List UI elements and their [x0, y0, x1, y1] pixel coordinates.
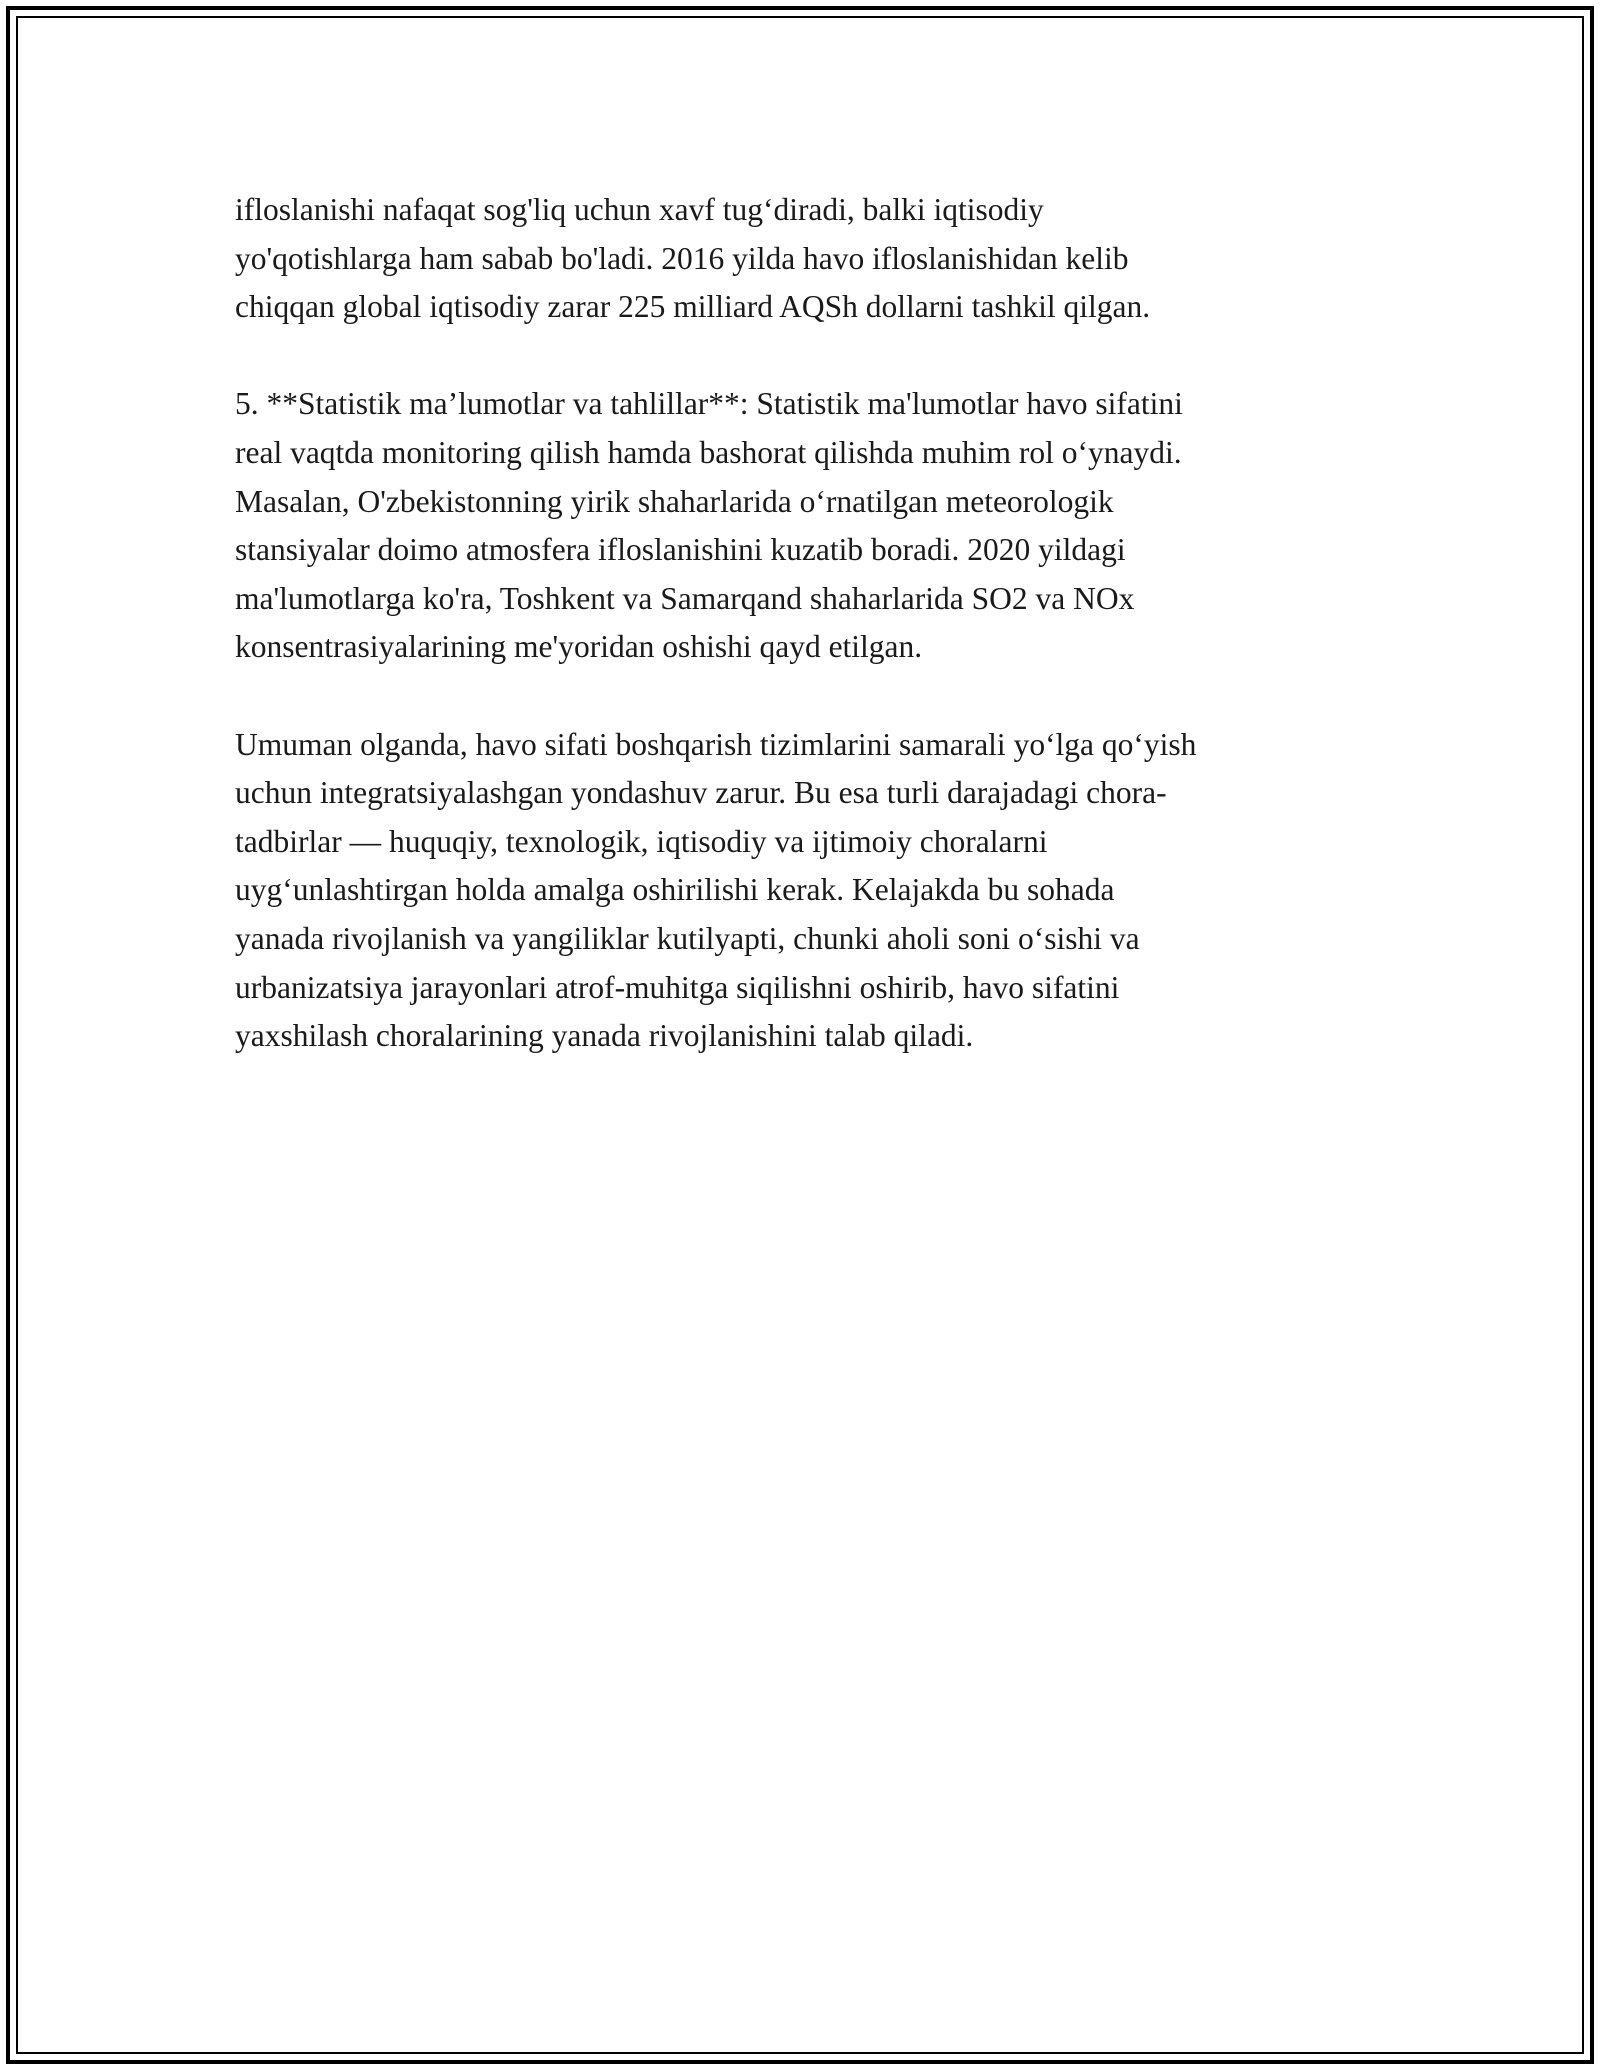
text-line: ma'lumotlarga ko'ra, Toshkent va Samarqand shaharlarida SO2 va NOx [235, 580, 1135, 616]
text-line: chiqqan global iqtisodiy zarar 225 milliard AQSh dollarni tashkil qilgan. [235, 289, 1151, 325]
paragraph-economic-damage [235, 186, 1375, 332]
text-line: yanada rivojlanish va yangiliklar kutilyapti, chunki aholi soni o‘sishi va [235, 920, 1140, 956]
text-line: uchun integratsiyalashgan yondashuv zarur. Bu esa turli darajadagi chora- [235, 775, 1167, 811]
text-line: yaxshilash choralarining yanada rivojlanishini talab qiladi. [235, 1018, 974, 1054]
text-line: uyg‘unlashtirgan holda amalga oshirilishi kerak. Kelajakda bu sohada [235, 872, 1115, 908]
paragraph-statistics [235, 380, 1375, 672]
text-line: stansiyalar doimo atmosfera ifloslanishini kuzatib boradi. 2020 yildagi [235, 532, 1126, 568]
text-line: Umuman olganda, havo sifati boshqarish tizimlarini samarali yo‘lga qo‘yish [235, 726, 1197, 762]
document-body [235, 186, 1375, 1109]
text-line: real vaqtda monitoring qilish hamda bashorat qilishda muhim rol o‘ynaydi. [235, 434, 1182, 470]
text-line: Masalan, O'zbekistonning yirik shaharlarida o‘rnatilgan meteorologik [235, 483, 1114, 519]
paragraph-conclusion [235, 721, 1375, 1061]
text-line: 5. **Statistik ma’lumotlar va tahlillar**: Statistik ma'lumotlar havo sifatini [235, 386, 1183, 422]
text-line: yo'qotishlarga ham sabab bo'ladi. 2016 yilda havo ifloslanishidan kelib [235, 240, 1129, 276]
text-line: urbanizatsiya jarayonlari atrof-muhitga siqilishni oshirib, havo sifatini [235, 969, 1120, 1005]
text-line: ifloslanishi nafaqat sog'liq uchun xavf tug‘diradi, balki iqtisodiy [235, 192, 1044, 227]
text-line: tadbirlar — huquqiy, texnologik, iqtisodiy va ijtimoiy choralarni [235, 823, 1048, 859]
text-line: konsentrasiyalarining me'yoridan oshishi qayd etilgan. [235, 629, 923, 665]
